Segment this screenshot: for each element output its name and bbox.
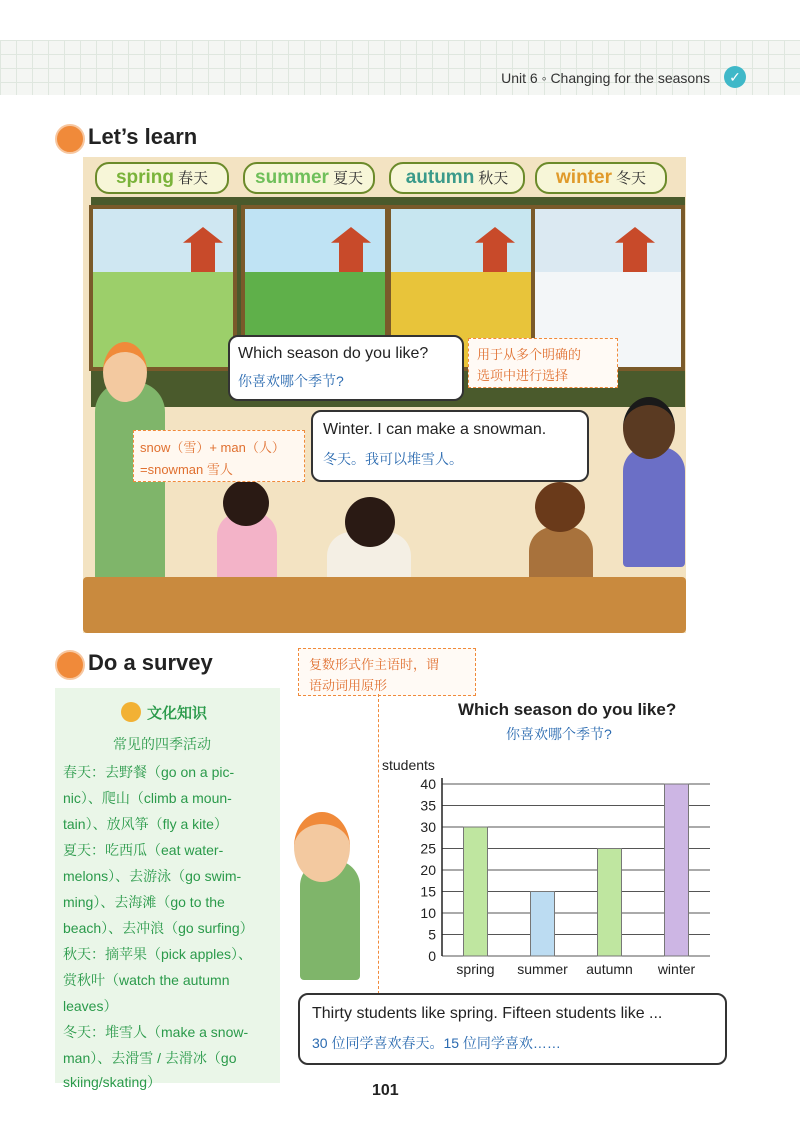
x-tick-label: autumn — [586, 961, 633, 977]
teacher-question-cn: 你喜欢哪个季节? — [238, 373, 344, 389]
book-icon — [55, 124, 85, 154]
season-label-cn: 夏天 — [332, 170, 363, 187]
note-line: =snowman 雪人 — [140, 462, 233, 477]
season-label-spring — [95, 162, 229, 194]
student-girl-head — [223, 480, 269, 526]
girl-head — [294, 812, 350, 882]
x-tick-label: winter — [657, 961, 696, 977]
page-number: 101 — [372, 1082, 399, 1099]
chart-title: Which season do you like? — [458, 700, 677, 719]
culture-line: nic）、爬山（climb a moun- — [63, 790, 232, 806]
x-tick-label: spring — [456, 961, 495, 977]
student-boy-center-head — [345, 497, 395, 547]
student-boy-standing-head — [623, 397, 675, 459]
y-tick-label: 15 — [420, 883, 436, 900]
culture-line: tain）、放风筝（fly a kite） — [63, 816, 228, 832]
student-boy-standing — [623, 447, 685, 567]
bar-spring — [464, 827, 488, 956]
survey-sentence-en: Thirty students like spring. Fifteen students like ... — [312, 1005, 663, 1022]
mascot-icon — [121, 702, 141, 722]
student-speech-bubble — [311, 410, 589, 482]
student-boy-right-head — [535, 482, 585, 532]
bar-summer — [531, 892, 555, 957]
season-label-en: autumn — [405, 167, 475, 188]
y-tick-label: 25 — [420, 840, 436, 857]
note-line: snow（雪）+ man（人） — [140, 440, 285, 455]
note-line: 用于从多个明确的 — [477, 347, 582, 362]
culture-knowledge-box — [55, 688, 280, 1090]
culture-title: 文化知识 — [147, 705, 208, 722]
season-label-cn: 冬天 — [615, 170, 646, 187]
bar-autumn — [598, 849, 622, 957]
check-badge-icon: ✓ — [724, 66, 746, 88]
student-answer-cn: 冬天。我可以堆雪人。 — [323, 451, 463, 467]
culture-line: beach）、去冲浪（go surfing） — [63, 920, 254, 936]
teacher-figure — [95, 382, 165, 592]
season-label-autumn — [389, 162, 525, 194]
teacher-head — [103, 342, 147, 402]
bar-chart — [370, 750, 720, 980]
survey-section-title: Do a survey — [88, 650, 213, 675]
bar-winter — [665, 784, 689, 956]
y-tick-label: 10 — [420, 905, 436, 921]
culture-line: skiing/skating） — [63, 1074, 162, 1090]
culture-subtitle: 常见的四季活动 — [113, 736, 211, 752]
student-answer-en: Winter. I can make a snowman. — [323, 421, 547, 438]
spring-window — [89, 205, 237, 371]
season-label-cn: 秋天 — [478, 170, 509, 187]
note-line: 复数形式作主语时，谓 — [309, 657, 440, 672]
y-tick-label: 5 — [428, 926, 436, 943]
header-grid-band — [0, 40, 800, 95]
culture-line: 春天：去野餐（go on a pic- — [63, 764, 235, 780]
grammar-note — [298, 648, 476, 696]
culture-line: 冬天：堆雪人（make a snow- — [63, 1024, 249, 1040]
season-label-summer — [243, 162, 375, 194]
y-tick-label: 30 — [420, 819, 436, 835]
teacher-speech-bubble — [228, 335, 464, 401]
y-tick-label: 35 — [420, 797, 436, 814]
y-tick-label: 0 — [428, 948, 436, 964]
survey-icon — [55, 650, 85, 680]
season-label-en: summer — [255, 167, 329, 188]
x-tick-label: summer — [517, 961, 568, 977]
unit-title: Unit 6 ◦ Changing for the seasons — [501, 70, 710, 86]
season-label-en: spring — [115, 167, 175, 188]
y-tick-label: 20 — [420, 862, 436, 878]
y-axis-label: students — [382, 757, 435, 773]
culture-line: melons）、去游泳（go swim- — [63, 868, 242, 884]
culture-line: man）、去滑雪 / 去滑冰（go — [63, 1050, 237, 1066]
culture-line: 秋天：摘苹果（pick apples）、 — [63, 946, 253, 962]
season-label-winter — [535, 162, 667, 194]
classroom-scene — [83, 157, 686, 633]
snowman-word-note — [133, 430, 305, 482]
season-label-en: winter — [556, 167, 612, 188]
desks-row — [83, 577, 686, 633]
season-label-cn: 春天 — [178, 170, 209, 187]
survey-speech-bubble — [298, 993, 727, 1065]
choice-usage-note — [468, 338, 618, 388]
culture-line: leaves） — [63, 998, 118, 1014]
culture-line: 夏天：吃西瓜（eat water- — [63, 842, 224, 858]
note-line: 语动词用原形 — [309, 678, 388, 693]
note-line: 选项中进行选择 — [477, 368, 569, 383]
survey-sentence-cn: 30 位同学喜欢春天。15 位同学喜欢…… — [312, 1035, 561, 1051]
chart-subtitle: 你喜欢哪个季节? — [506, 726, 612, 742]
culture-line: 赏秋叶（watch the autumn — [63, 972, 230, 988]
teacher-question-en: Which season do you like? — [238, 345, 429, 362]
learn-section-title: Let’s learn — [88, 124, 198, 149]
culture-line: ming）、去海滩（go to the — [63, 894, 225, 910]
y-tick-label: 40 — [420, 776, 436, 792]
